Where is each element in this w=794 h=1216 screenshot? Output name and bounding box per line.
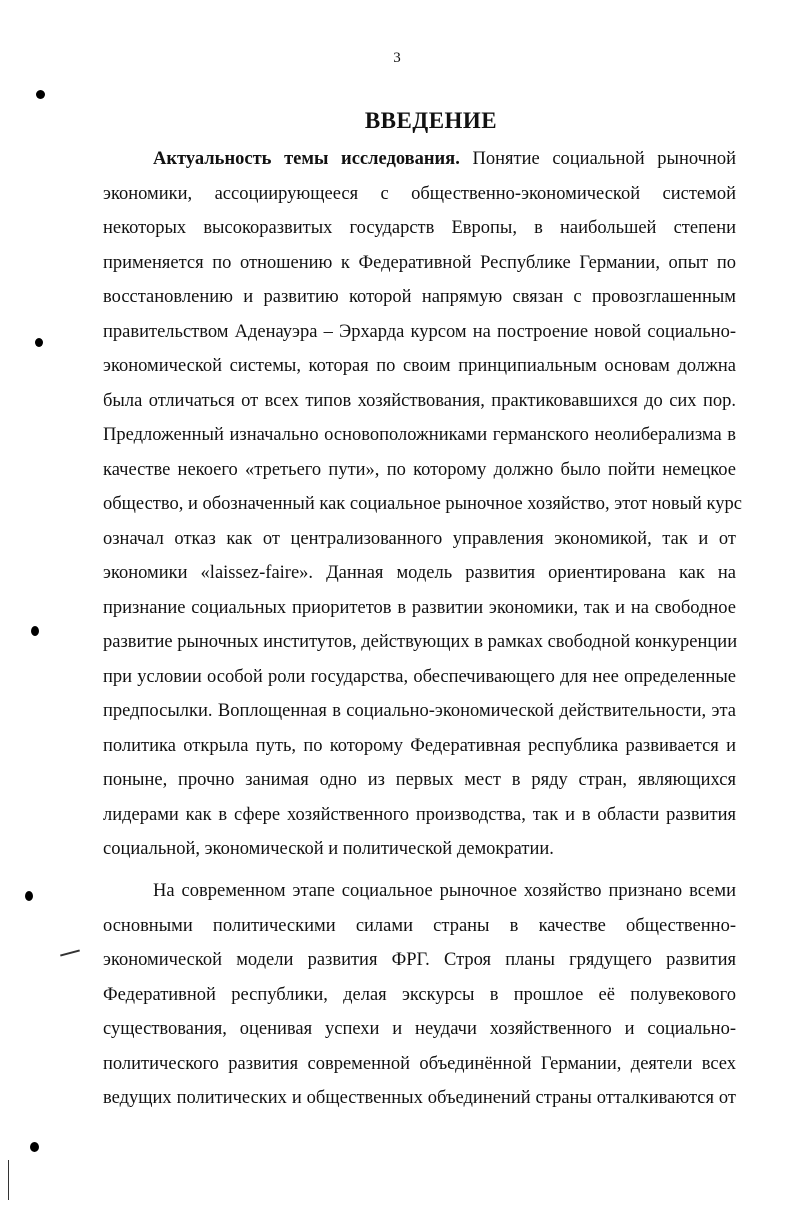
- text-line: экономической модели развития ФРГ. Строя планы грядущего развития: [103, 950, 736, 970]
- lead-heading: Актуальность темы исследования.: [153, 149, 460, 169]
- text-line: была отличаться от всех типов хозяйствования, практиковавшихся до сих пор.: [103, 390, 736, 411]
- text-line: ведущих политических и общественных объединений страны отталкиваются от: [103, 1088, 736, 1108]
- text-line: Предложенный изначально основоположниками германского неолиберализма в: [103, 425, 736, 445]
- text-line: политического развития современной объединённой Германии, деятели всех: [103, 1053, 736, 1074]
- text-line: при условии особой роли государства, обеспечивающего для нее определенные: [103, 666, 736, 687]
- text-line: признание социальных приоритетов в развитии экономики, так и на свободное: [103, 597, 736, 618]
- scan-dot-mark: [25, 891, 33, 901]
- paragraph-relevance: [103, 142, 742, 867]
- text-line: означал отказ как от централизованного управления экономикой, так и от: [103, 528, 736, 549]
- text-line: [103, 142, 736, 177]
- page-title: ВВЕДЕНИЕ: [364, 108, 498, 133]
- text-line: качестве некоего «третьего пути», по которому должно было пойти немецкое: [103, 459, 736, 480]
- scan-speck: [60, 949, 80, 956]
- page-number: 3: [393, 50, 401, 66]
- text-line: социальной, экономической и политической демократии.: [103, 839, 554, 859]
- text-line: некоторых высокоразвитых государств Европы, в наибольшей степени: [103, 218, 736, 238]
- text-line: правительством Аденауэра – Эрхарда курсом на построение новой социально-: [103, 321, 736, 342]
- text-line: основными политическими силами страны в качестве общественно-: [103, 915, 736, 936]
- text-line: развитие рыночных институтов, действующих в рамках свободной конкуренции: [103, 632, 738, 652]
- scan-dot-mark: [36, 90, 45, 99]
- text-line: поныне, прочно занимая одно из первых мест в ряду стран, являющихся: [103, 770, 736, 790]
- text-line: предпосылки. Воплощенная в социально-экономической действительности, эта: [103, 701, 736, 721]
- scan-dot-mark: [30, 1142, 39, 1152]
- text-line: На современном этапе социальное рыночное хозяйство признано всеми: [153, 881, 736, 901]
- text-line: лидерами как в сфере хозяйственного производства, так и в области развития: [103, 804, 736, 825]
- text-line: экономики, ассоциирующееся с общественно-экономической системой: [103, 183, 736, 204]
- text-line: экономической системы, которая по своим принципиальным основам должна: [103, 356, 736, 376]
- text-line: общество, и обозначенный как социальное рыночное хозяйство, этот новый курс: [103, 494, 742, 514]
- scan-dot-mark: [31, 626, 39, 636]
- text-line: применяется по отношению к Федеративной Республике Германии, опыт по: [103, 252, 736, 273]
- paragraph-current-stage: [103, 874, 736, 1116]
- text-line: экономики «laissez-faire». Данная модель развития ориентирована как на: [103, 563, 736, 583]
- text-line: политика открыла путь, по которому Федеративная республика развивается и: [103, 735, 736, 756]
- scan-dot-mark: [35, 338, 43, 347]
- text-line: существования, оценивая успехи и неудачи хозяйственного и социально-: [103, 1019, 736, 1039]
- text-line: Федеративной республики, делая экскурсы в прошлое её полувекового: [103, 984, 736, 1005]
- lead-continuation: Понятие социальной рыночной: [472, 149, 737, 169]
- text-line: восстановлению и развитию которой напрямую связан с провозглашенным: [103, 287, 736, 307]
- scan-edge-line: [8, 1160, 9, 1200]
